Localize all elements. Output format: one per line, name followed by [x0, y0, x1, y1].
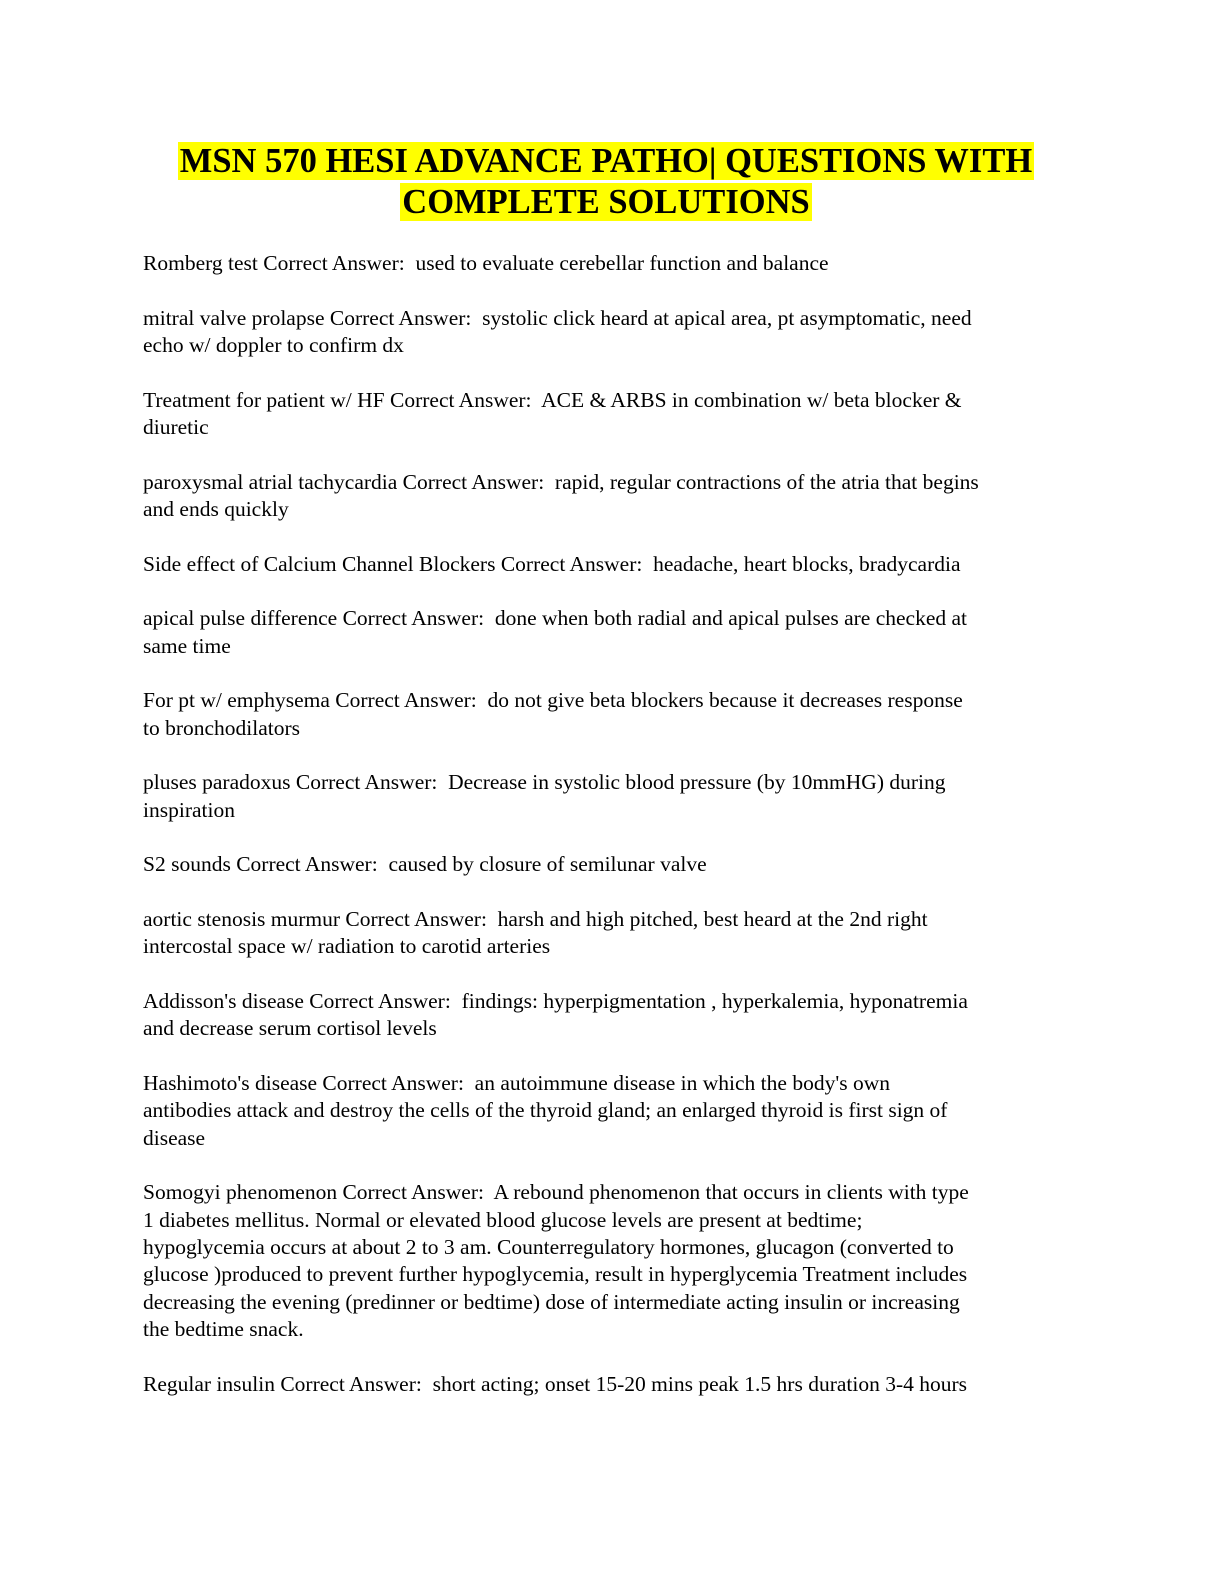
qa-entry-emphysema: For pt w/ emphysema Correct Answer: do not give beta blockers because it decreases response to bronchodilators	[143, 688, 963, 740]
qa-entry-addisons-disease: Addisson's disease Correct Answer: findings: hyperpigmentation , hyperkalemia, hyponatremia and decrease serum cortisol levels	[143, 988, 968, 1041]
qa-entry-somogyi-phenomenon: Somogyi phenomenon Correct Answer: A rebound phenomenon that occurs in clients with type 1 diabetes mellitus. Normal or elevated blood glucose levels are present at bedtime; hypoglycemia occurs at about 2 to 3 am. Counterregulatory hormones, glucagon (converted to glucose )produced to prevent further hypoglycemia, result in hyperglycemia Treatment includes decreasing the evening (predinner or bedtime) dose of intermediate acting insulin or increasing the bedtime snack.	[143, 1180, 969, 1342]
qa-entry-aortic-stenosis-murmur: aortic stenosis murmur Correct Answer: harsh and high pitched, best heard at the 2nd right intercostal space w/ radiation to carotid arteries	[143, 906, 928, 959]
qa-entry-list	[143, 250, 1088, 1425]
qa-entry-calcium-channel-blockers: Side effect of Calcium Channel Blockers Correct Answer: headache, heart blocks, bradycardia	[143, 551, 961, 576]
title-line-1-text: MSN 570 HESI ADVANCE PATHO| QUESTIONS WITH	[179, 142, 1033, 180]
title-line-2-text: COMPLETE SOLUTIONS	[402, 183, 810, 221]
title-line-2	[100, 182, 1112, 223]
qa-entry-regular-insulin: Regular insulin Correct Answer: short acting; onset 15-20 mins peak 1.5 hrs duration 3-4 hours	[143, 1371, 968, 1396]
qa-entry-paroxysmal-atrial-tachycardia: paroxysmal atrial tachycardia Correct Answer: rapid, regular contractions of the atria that begins and ends quickly	[143, 469, 979, 521]
qa-entry-apical-pulse-difference: apical pulse difference Correct Answer: done when both radial and apical pulses are checked at same time	[143, 606, 968, 658]
title-line-1	[100, 141, 1112, 182]
qa-entry-pulsus-paradoxus: pluses paradoxus Correct Answer: Decrease in systolic blood pressure (by 10mmHG) during inspiration	[143, 770, 946, 822]
qa-entry-s2-sounds: S2 sounds Correct Answer: caused by closure of semilunar valve	[143, 852, 707, 877]
qa-entry-treatment-hf: Treatment for patient w/ HF Correct Answer: ACE & ARBS in combination w/ beta blocker & diuretic	[143, 387, 962, 439]
qa-entry-romberg-test: Romberg test Correct Answer: used to evaluate cerebellar function and balance	[143, 251, 829, 275]
qa-entry-hashimotos-disease: Hashimoto's disease Correct Answer: an autoimmune disease in which the body's own antibodies attack and destroy the cells of the thyroid gland; an enlarged thyroid is first sign of disease	[143, 1070, 948, 1150]
qa-entry-mitral-valve-prolapse: mitral valve prolapse Correct Answer: systolic click heard at apical area, pt asymptomatic, need echo w/ doppler to confirm dx	[143, 305, 972, 357]
document-title	[100, 141, 1112, 223]
